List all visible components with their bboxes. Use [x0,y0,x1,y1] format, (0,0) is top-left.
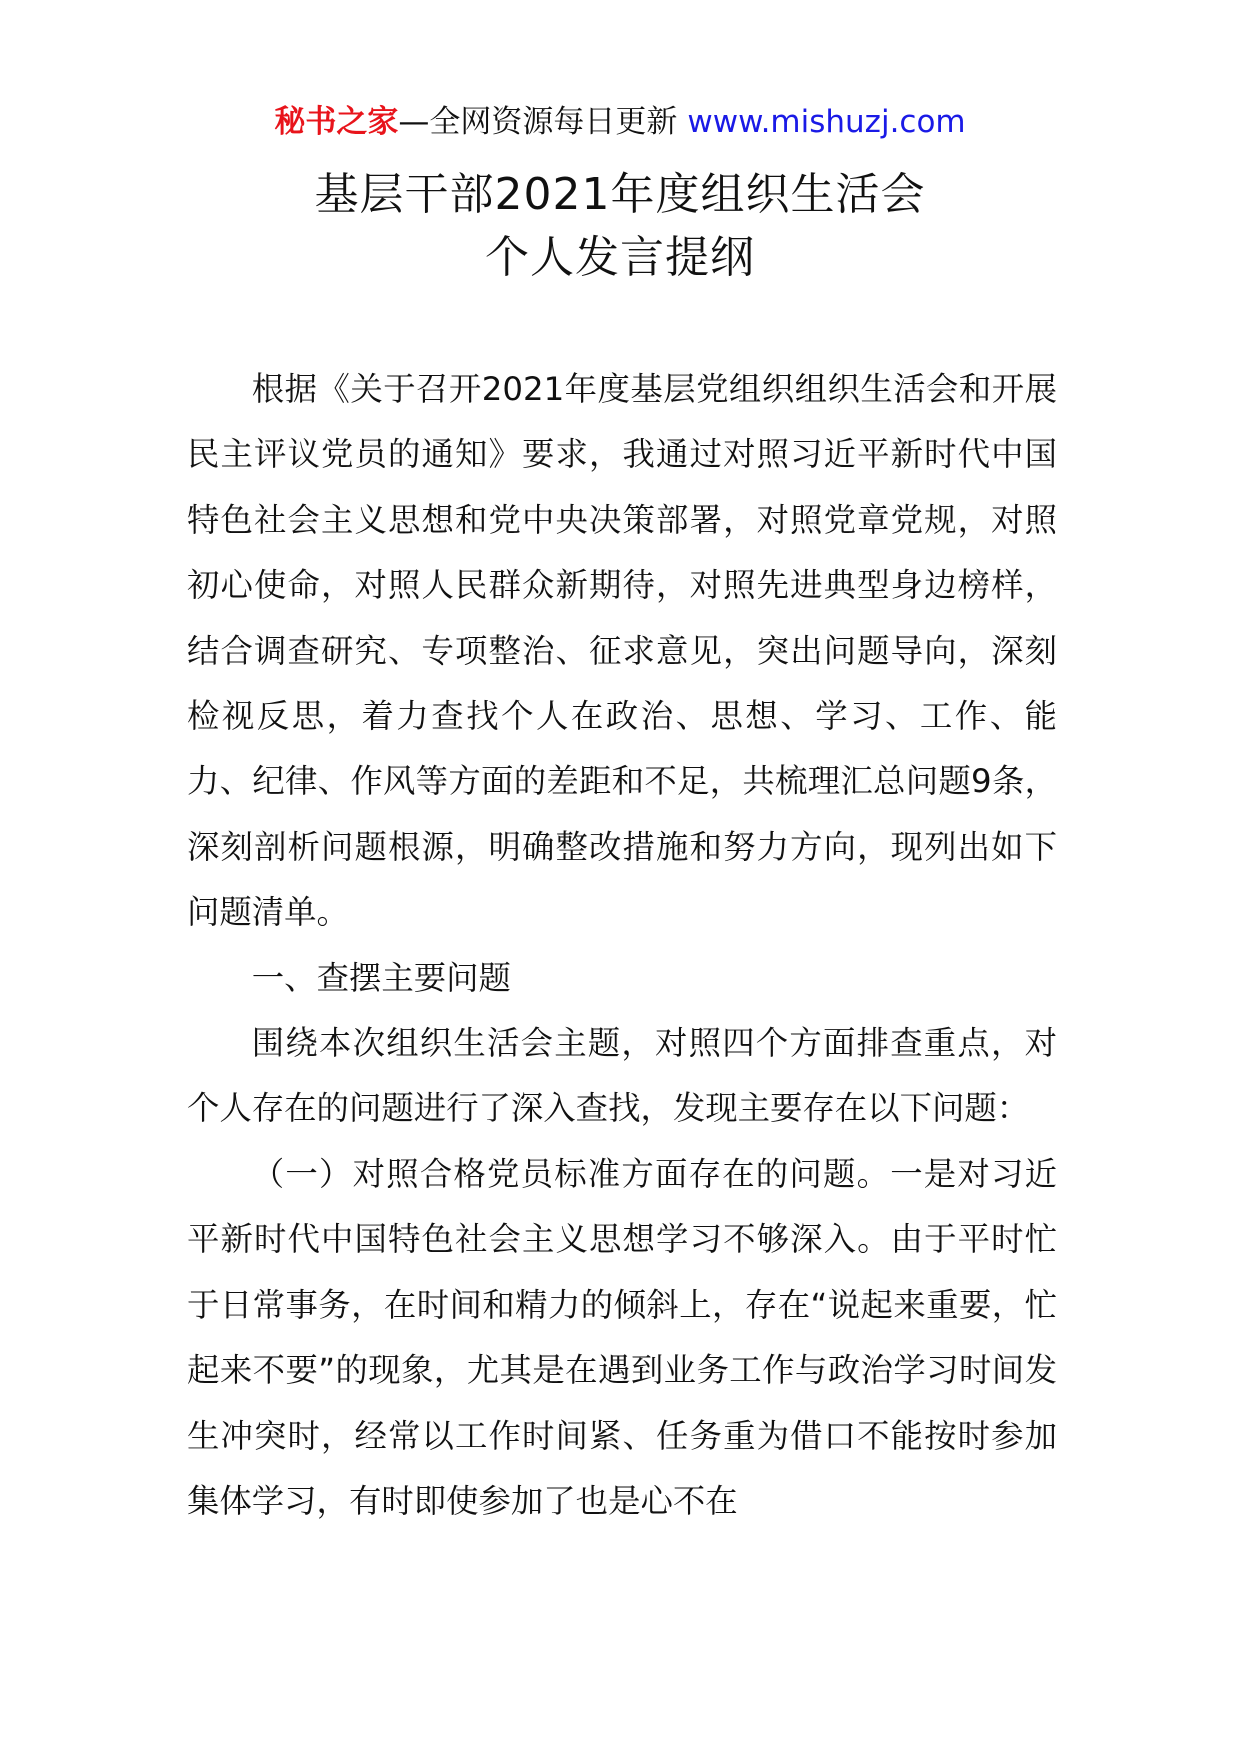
document-title-line-2: 个人发言提纲 [485,232,755,283]
document-title-line-1: 基层干部2021年度组织生活会 [314,169,926,220]
site-header [0,100,1240,144]
document-body [187,357,1057,1534]
intro-paragraph: 根据《关于召开2021年度基层党组织组织生活会和开展民主评议党员的通知》要求，我通过对照习近平新时代中国特色社会主义思想和党中央决策部署，对照党章党规，对照初心使命，对照人民群众新期待，对照先进典型身边榜样，结合调查研究、专项整治、征求意见，突出问题导向，深刻检视反思，着力查找个人在政治、思想、学习、工作、能力、纪律、作风等方面的差距和不足，共梳理汇总问题9条，深刻剖析问题根源，明确整改措施和努力方向，现列出如下问题清单。 [187,370,1057,932]
problem-paragraph: （一）对照合格党员标准方面存在的问题。一是对习近平新时代中国特色社会主义思想学习不够深入。由于平时忙于日常事务，在时间和精力的倾斜上，存在“说起来重要，忙起来不要”的现象，尤其是在遇到业务工作与政治学习时间发生冲突时，经常以工作时间紧、任务重为借口不能按时参加集体学习，有时即使参加了也是心不在 [187,1154,1057,1520]
section-heading: 一、查摆主要问题 [251,958,511,997]
site-tagline: —全网资源每日更新 [398,104,678,140]
section-intro-paragraph: 围绕本次组织生活会主题，对照四个方面排查重点，对个人存在的问题进行了深入查找，发现主要存在以下问题： [187,1024,1057,1128]
site-brand: 秘书之家 [274,104,399,140]
site-url-link[interactable]: www.mishuzj.com [687,104,966,140]
